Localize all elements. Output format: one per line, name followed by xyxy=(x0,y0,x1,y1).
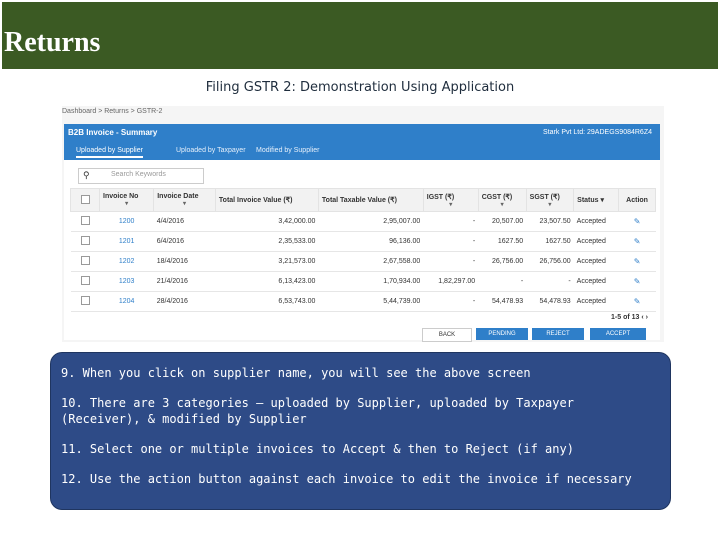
invoice-link[interactable]: 1201 xyxy=(100,232,154,252)
title-bar xyxy=(2,2,718,69)
cgst-value: 20,507.00 xyxy=(478,212,526,232)
pending-button[interactable]: PENDING xyxy=(476,328,528,340)
app-screenshot xyxy=(62,106,664,342)
tab-uploaded-by-taxpayer[interactable]: Uploaded by Taxpayer xyxy=(176,147,246,154)
notes-box xyxy=(50,352,671,510)
invoice-table xyxy=(70,188,656,312)
igst-value: - xyxy=(423,212,478,232)
invoice-date: 4/4/2016 xyxy=(154,212,216,232)
col-action: Action xyxy=(619,189,656,212)
accept-button[interactable]: ACCEPT xyxy=(590,328,646,340)
sgst-value: 23,507.50 xyxy=(526,212,574,232)
cgst-value: - xyxy=(478,272,526,292)
taxable-value: 2,67,558.00 xyxy=(318,252,423,272)
status-badge: Accepted xyxy=(574,232,619,252)
card-title: B2B Invoice - Summary xyxy=(68,128,158,137)
taxable-value: 96,136.00 xyxy=(318,232,423,252)
note-10: 10. There are 3 categories – uploaded by Supplier, uploaded by Taxpayer (Receiver), & modified by Supplier xyxy=(61,396,574,426)
col-invoice-date[interactable]: Invoice Date ▾ xyxy=(154,189,216,212)
status-badge: Accepted xyxy=(574,292,619,312)
col-total-taxable-value[interactable]: Total Taxable Value (₹) xyxy=(318,189,423,212)
invoice-date: 18/4/2016 xyxy=(154,252,216,272)
tab-uploaded-by-supplier[interactable]: Uploaded by Supplier xyxy=(76,147,143,158)
card-header xyxy=(64,124,660,142)
sgst-value: 1627.50 xyxy=(526,232,574,252)
page-title: Returns xyxy=(4,27,101,58)
invoice-link[interactable]: 1200 xyxy=(100,212,154,232)
sgst-value: - xyxy=(526,272,574,292)
back-button[interactable]: BACK xyxy=(422,328,472,342)
col-cgst[interactable]: CGST (₹) ▾ xyxy=(478,189,526,212)
col-igst[interactable]: IGST (₹) ▾ xyxy=(423,189,478,212)
invoice-link[interactable]: 1202 xyxy=(100,252,154,272)
status-badge: Accepted xyxy=(574,212,619,232)
row-checkbox[interactable] xyxy=(81,236,90,245)
igst-value: - xyxy=(423,232,478,252)
col-total-invoice-value[interactable]: Total Invoice Value (₹) xyxy=(215,189,318,212)
table-row xyxy=(71,212,656,232)
reject-button[interactable]: REJECT xyxy=(532,328,584,340)
col-status[interactable]: Status ▾ xyxy=(574,189,619,212)
note-12: 12. Use the action button against each invoice to edit the invoice if necessary xyxy=(61,472,632,486)
invoice-link[interactable]: 1204 xyxy=(100,292,154,312)
breadcrumb[interactable]: Dashboard > Returns > GSTR-2 xyxy=(62,108,163,115)
sgst-value: 26,756.00 xyxy=(526,252,574,272)
igst-value: - xyxy=(423,292,478,312)
search-icon: ⚲ xyxy=(83,170,90,180)
select-all-checkbox[interactable] xyxy=(71,189,100,212)
row-checkbox[interactable] xyxy=(81,296,90,305)
status-badge: Accepted xyxy=(574,252,619,272)
col-invoice-no[interactable]: Invoice No ▾ xyxy=(100,189,154,212)
total-value: 2,35,533.00 xyxy=(215,232,318,252)
gstin-label: Stark Pvt Ltd: 29ADEGS9084R6Z4 xyxy=(543,129,652,136)
edit-icon[interactable]: ✎ xyxy=(633,257,641,266)
igst-value: - xyxy=(423,252,478,272)
note-9: 9. When you click on supplier name, you will see the above screen xyxy=(61,366,531,380)
row-checkbox[interactable] xyxy=(81,256,90,265)
search-input[interactable]: Search Keywords xyxy=(111,171,166,178)
total-value: 3,21,573.00 xyxy=(215,252,318,272)
invoice-link[interactable]: 1203 xyxy=(100,272,154,292)
igst-value: 1,82,297.00 xyxy=(423,272,478,292)
invoice-summary-card xyxy=(64,124,660,340)
row-checkbox[interactable] xyxy=(81,216,90,225)
search-box[interactable] xyxy=(78,168,204,184)
taxable-value: 2,95,007.00 xyxy=(318,212,423,232)
total-value: 6,53,743.00 xyxy=(215,292,318,312)
cgst-value: 1627.50 xyxy=(478,232,526,252)
col-sgst[interactable]: SGST (₹) ▾ xyxy=(526,189,574,212)
cgst-value: 54,478.93 xyxy=(478,292,526,312)
edit-icon[interactable]: ✎ xyxy=(633,277,641,286)
edit-icon[interactable]: ✎ xyxy=(633,297,641,306)
invoice-date: 6/4/2016 xyxy=(154,232,216,252)
row-checkbox[interactable] xyxy=(81,276,90,285)
tab-bar xyxy=(64,142,660,160)
edit-icon[interactable]: ✎ xyxy=(633,237,641,246)
invoice-date: 21/4/2016 xyxy=(154,272,216,292)
sgst-value: 54,478.93 xyxy=(526,292,574,312)
tab-modified-by-supplier[interactable]: Modified by Supplier xyxy=(256,147,320,154)
cgst-value: 26,756.00 xyxy=(478,252,526,272)
table-row xyxy=(71,272,656,292)
table-row xyxy=(71,252,656,272)
table-header-row xyxy=(71,189,656,212)
table-row xyxy=(71,232,656,252)
note-11: 11. Select one or multiple invoices to Accept & then to Reject (if any) xyxy=(61,442,574,456)
taxable-value: 5,44,739.00 xyxy=(318,292,423,312)
status-badge: Accepted xyxy=(574,272,619,292)
invoice-date: 28/4/2016 xyxy=(154,292,216,312)
total-value: 3,42,000.00 xyxy=(215,212,318,232)
taxable-value: 1,70,934.00 xyxy=(318,272,423,292)
edit-icon[interactable]: ✎ xyxy=(633,217,641,226)
pagination[interactable]: 1-5 of 13 ‹ › xyxy=(611,314,648,321)
table-row xyxy=(71,292,656,312)
slide-subtitle: Filing GSTR 2: Demonstration Using Application xyxy=(205,80,515,95)
total-value: 6,13,423.00 xyxy=(215,272,318,292)
